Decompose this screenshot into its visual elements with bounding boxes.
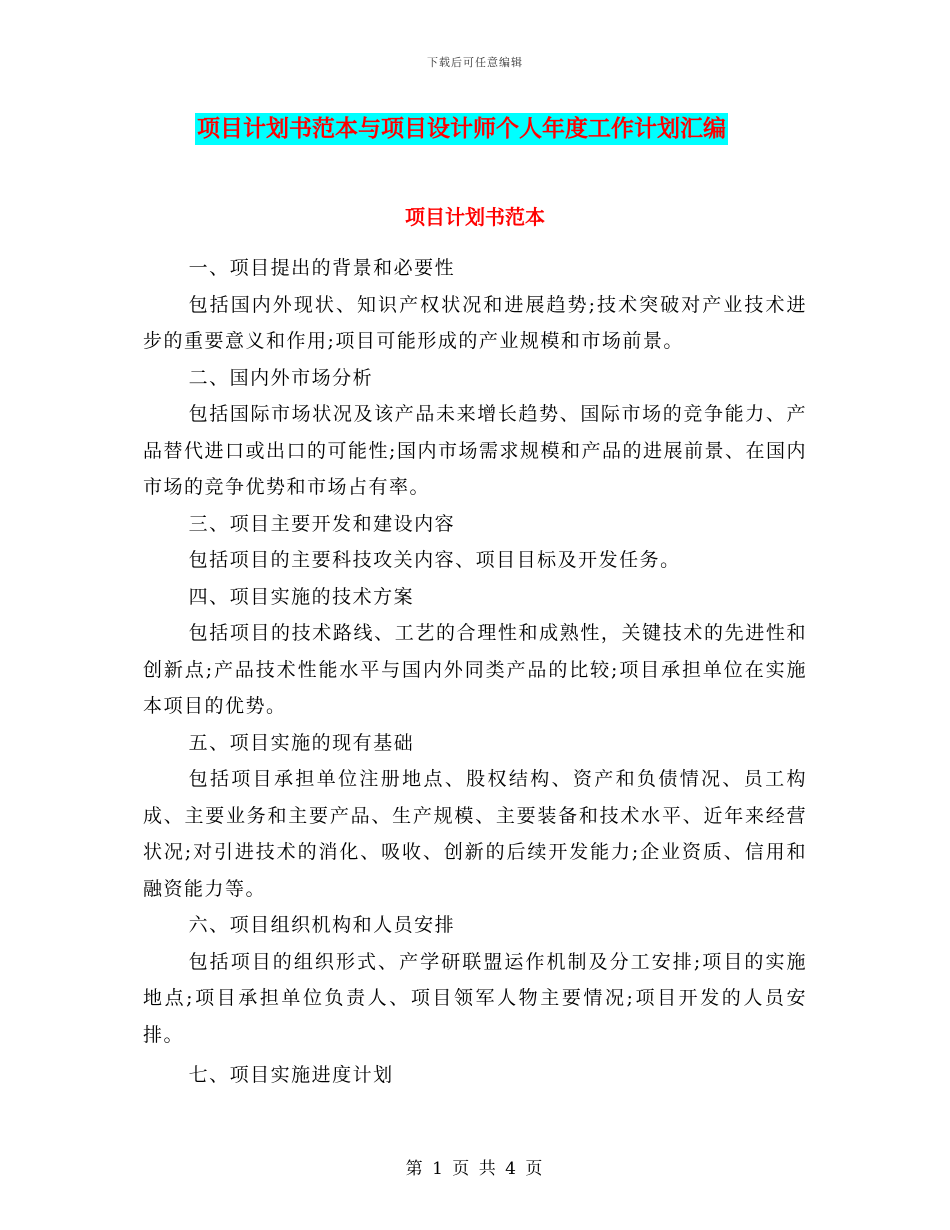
section-heading-4: 四、项目实施的技术方案 bbox=[188, 585, 415, 608]
page-number: 第 1 页 共 4 页 bbox=[405, 1159, 545, 1179]
section-paragraph-2: 包括国际市场状况及该产品未来增长趋势、国际市场的竞争能力、产品替代进口或出口的可能性;国内市场需求规模和产品的进展前景、在国内市场的竞争优势和市场占有率。 bbox=[143, 403, 807, 498]
section-paragraph-5: 包括项目承担单位注册地点、股权结构、资产和负债情况、员工构成、主要业务和主要产品、生产规模、主要装备和技术水平、近年来经营状况;对引进技术的消化、吸收、创新的后续开发能力;企业资质、信用和融资能力等。 bbox=[143, 768, 807, 900]
section-paragraph-1: 包括国内外现状、知识产权状况和进展趋势;技术突破对产业技术进步的重要意义和作用;项目可能形成的产业规模和市场前景。 bbox=[143, 293, 807, 352]
section-heading-1: 一、项目提出的背景和必要性 bbox=[188, 257, 456, 279]
document-title: 项目计划书范本与项目设计师个人年度工作计划汇编 bbox=[195, 113, 728, 145]
section-heading-3: 三、项目主要开发和建设内容 bbox=[188, 512, 456, 535]
section-heading-6: 六、项目组织机构和人员安排 bbox=[188, 914, 456, 936]
document-body bbox=[143, 250, 807, 1094]
section-heading-5: 五、项目实施的现有基础 bbox=[188, 731, 415, 754]
section-title: 项目计划书范本 bbox=[405, 205, 545, 229]
section-paragraph-3: 包括项目的主要科技攻关内容、项目目标及开发任务。 bbox=[188, 549, 681, 571]
section-paragraph-6: 包括项目的组织形式、产学研联盟运作机制及分工安排;项目的实施地点;项目承担单位负责人、项目领军人物主要情况;项目开发的人员安排。 bbox=[143, 950, 807, 1046]
header-note: 下载后可任意编辑 bbox=[427, 56, 523, 69]
section-paragraph-4: 包括项目的技术路线、工艺的合理性和成熟性，关键技术的先进性和创新点;产品技术性能水平与国内外同类产品的比较;项目承担单位在实施本项目的优势。 bbox=[143, 622, 807, 717]
section-heading-2: 二、国内外市场分析 bbox=[188, 366, 374, 389]
section-heading-7: 七、项目实施进度计划 bbox=[188, 1064, 394, 1086]
